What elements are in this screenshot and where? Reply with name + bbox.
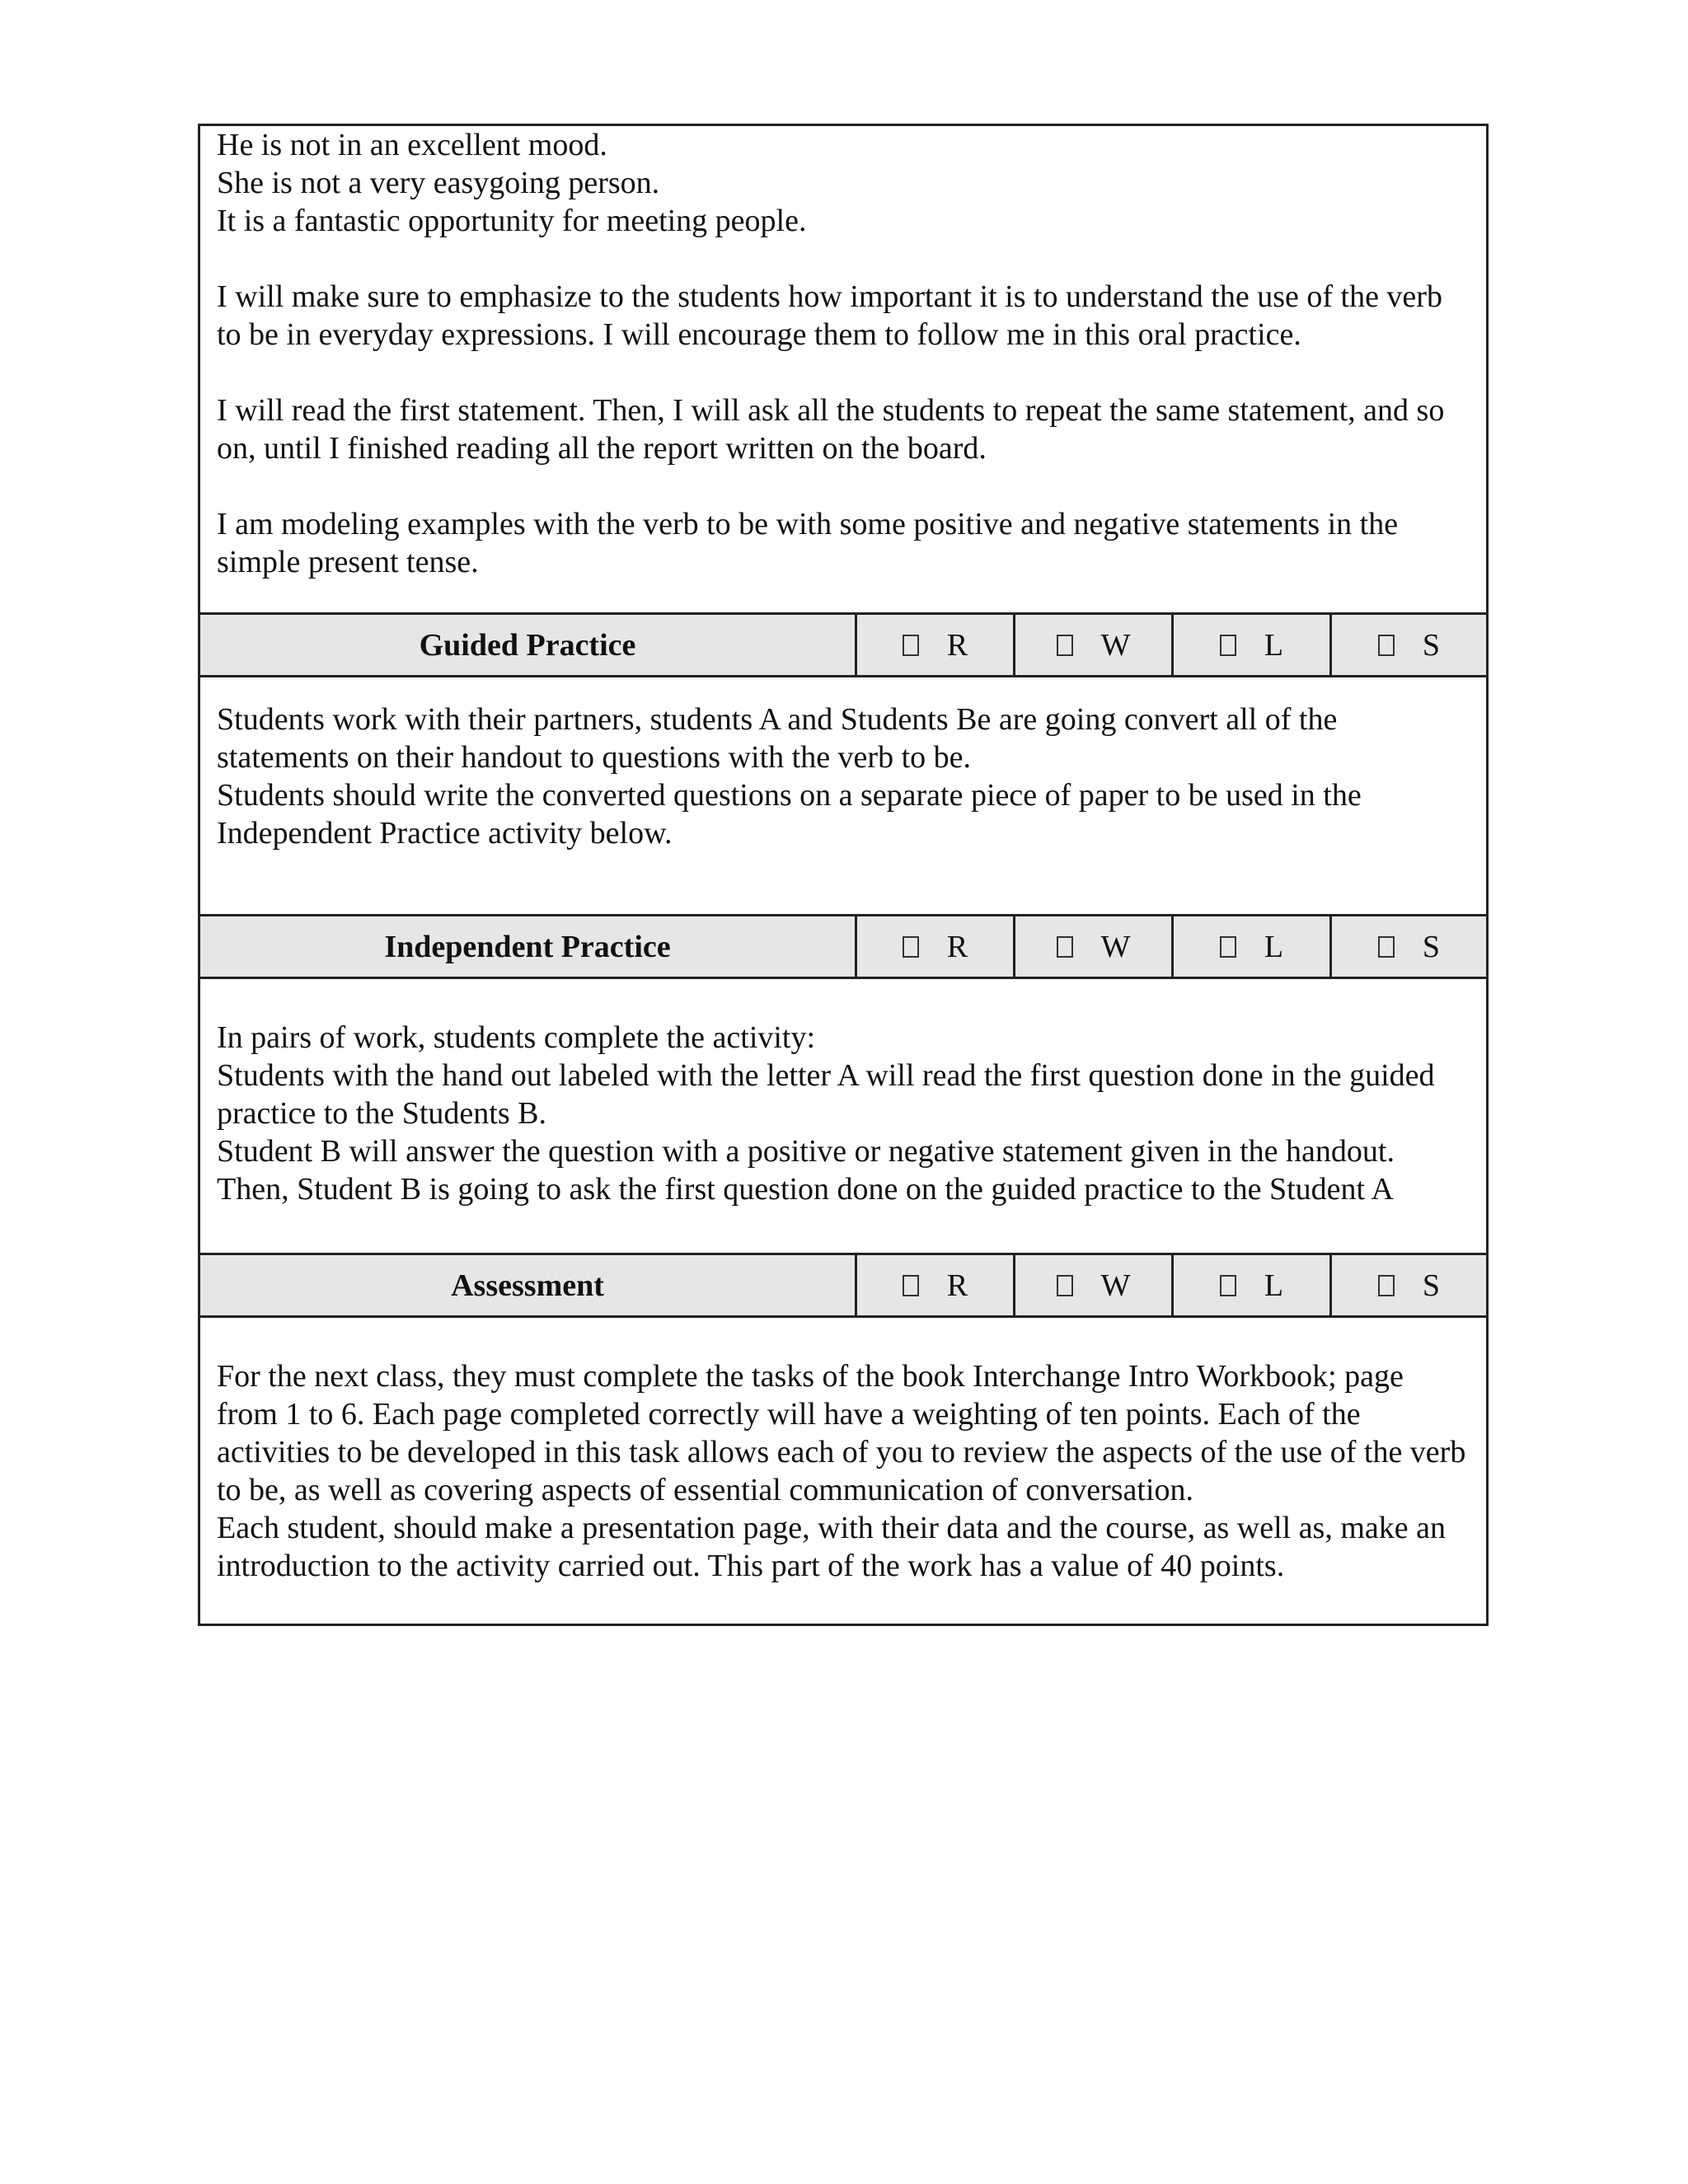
skill-label: L [1264,627,1284,663]
skill-speaking[interactable] [1332,916,1486,977]
skill-reading[interactable] [857,916,1015,977]
checkbox-icon[interactable] [903,635,919,656]
paragraph: Then, Student B is going to ask the first question done on the guided practice to the Student A [217,1172,1394,1207]
modeling-section [200,126,1486,615]
checkbox-icon[interactable] [1057,936,1073,958]
section-title: Assessment [200,1255,857,1315]
section-title: Independent Practice [200,916,857,977]
paragraph: For the next class, they must complete the tasks of the book Interchange Intro Workbook; page from 1 to 6. Each page completed correctly will have a weighting of ten points. Each of the activities to be developed in this task allows each of you to review the aspects of the use of the verb to be, as well as covering aspects of essential communication of conversation. [217,1359,1466,1507]
checkbox-icon[interactable] [1378,936,1395,958]
skill-label: S [1422,929,1441,964]
paragraph: Students work with their partners, students A and Students Be are going convert all of the statements on their handout to questions with the verb to be. [217,702,1338,775]
skill-label: R [946,1268,968,1303]
skill-listening[interactable] [1174,1255,1332,1315]
skill-writing[interactable] [1015,615,1174,675]
skill-speaking[interactable] [1332,1255,1486,1315]
lesson-plan-table [198,124,1489,1626]
skill-label: W [1100,1268,1131,1303]
skill-listening[interactable] [1174,916,1332,977]
checkbox-icon[interactable] [903,1275,919,1296]
checkbox-icon[interactable] [1220,1275,1236,1296]
skill-reading[interactable] [857,1255,1015,1315]
paragraph: I am modeling examples with the verb to be with some positive and negative statements in the simple present tense. [217,507,1399,579]
checkbox-icon[interactable] [1378,1275,1395,1296]
assessment-header [200,1255,1486,1318]
skill-label: L [1264,929,1284,964]
skill-speaking[interactable] [1332,615,1486,675]
example-statements [217,126,1470,240]
example-line: He is not in an excellent mood. [217,128,607,162]
checkbox-icon[interactable] [1220,936,1236,958]
paragraph: Student B will answer the question with a positive or negative statement given in the handout. [217,1134,1395,1169]
checkbox-icon[interactable] [1220,635,1236,656]
skill-label: W [1100,929,1131,964]
paragraph: Students with the hand out labeled with the letter A will read the first question done in the guided practice to the Students B. [217,1058,1435,1131]
paragraph: In pairs of work, students complete the activity: [217,1020,816,1055]
assessment-body [200,1318,1486,1624]
paragraph: I will read the first statement. Then, I will ask all the students to repeat the same statement, and so on, until I finished reading all the report written on the board. [217,393,1445,466]
paragraph: Students should write the converted questions on a separate piece of paper to be used in the Independent Practice activity below. [217,778,1362,851]
skill-label: S [1422,627,1441,663]
skill-label: R [946,929,968,964]
guided-practice-header [200,615,1486,677]
section-title: Guided Practice [200,615,857,675]
independent-practice-body [200,979,1486,1255]
skill-label: L [1264,1268,1284,1303]
skill-label: W [1100,627,1131,663]
skill-reading[interactable] [857,615,1015,675]
paragraph: I will make sure to emphasize to the students how important it is to understand the use of the verb to be in everyday expressions. I will encourage them to follow me in this oral practice. [217,279,1442,352]
guided-practice-body [200,677,1486,916]
checkbox-icon[interactable] [1378,635,1395,656]
example-line: It is a fantastic opportunity for meeting people. [217,204,807,238]
checkbox-icon[interactable] [1057,1275,1073,1296]
skill-listening[interactable] [1174,615,1332,675]
paragraph: Each student, should make a presentation page, with their data and the course, as well as, make an introduction to the activity carried out. This part of the work has a value of 40 points. [217,1511,1446,1583]
skill-label: R [946,627,968,663]
skill-writing[interactable] [1015,1255,1174,1315]
independent-practice-header [200,916,1486,979]
skill-writing[interactable] [1015,916,1174,977]
example-line: She is not a very easygoing person. [217,166,660,200]
checkbox-icon[interactable] [1057,635,1073,656]
skill-label: S [1422,1268,1441,1303]
checkbox-icon[interactable] [903,936,919,958]
